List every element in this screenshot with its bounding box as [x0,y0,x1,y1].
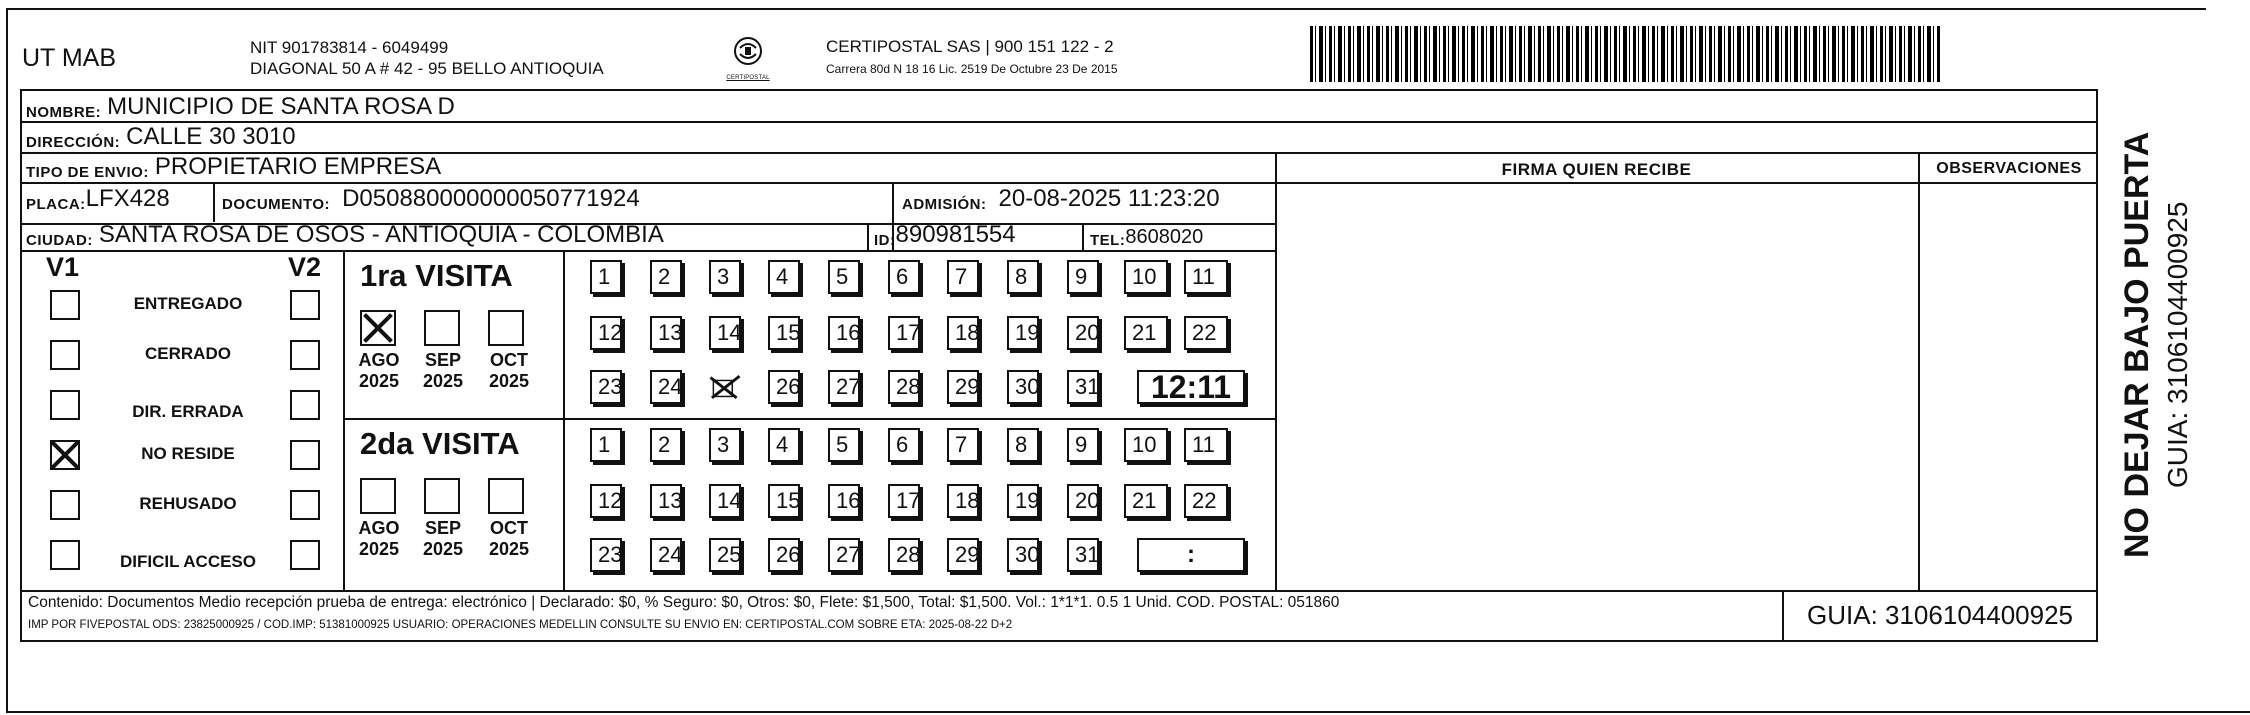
tel-value: 8608020 [1125,226,1204,248]
visit2-day-26[interactable]: 26 [768,538,800,572]
visit1-day-18[interactable]: 18 [947,316,979,350]
visit2-day-9[interactable]: 9 [1067,428,1099,462]
id-value: 890981554 [895,221,1016,248]
visit1-day-23[interactable]: 23 [590,370,622,404]
sender-address: DIAGONAL 50 A # 42 - 95 BELLO ANTIOQUIA [250,59,604,78]
visit1-day-9[interactable]: 9 [1067,260,1099,294]
visit2-time-box[interactable]: : [1137,538,1245,572]
visit1-day-1[interactable]: 1 [590,260,622,294]
side-guia: GUIA: 3106104400925 [2162,201,2193,488]
visit2-day-13[interactable]: 13 [650,484,682,518]
visit1-month-label: SEP 2025 [422,350,464,391]
id-label: ID: [874,232,896,249]
visit1-day-24[interactable]: 24 [650,370,682,404]
visit1-day-11[interactable]: 11 [1184,260,1228,294]
ciudad-value: SANTA ROSA DE OSOS - ANTIOQUIA - COLOMBIA [98,221,664,248]
status-option-label: DIFICIL ACCESO [119,552,256,571]
visit2-day-3[interactable]: 3 [709,428,741,462]
visit2-day-18[interactable]: 18 [947,484,979,518]
v2-label: V2 [288,252,322,282]
placa-label: PLACA: [26,196,86,213]
visit1-day-4[interactable]: 4 [768,260,800,294]
visit2-day-1[interactable]: 1 [590,428,622,462]
tipo-envio-value: PROPIETARIO EMPRESA [154,153,442,180]
visit2-day-11[interactable]: 11 [1184,428,1228,462]
visit2-day-2[interactable]: 2 [650,428,682,462]
visit1-day-17[interactable]: 17 [888,316,920,350]
visit1-day-26[interactable]: 26 [768,370,800,404]
visit1-day-20[interactable]: 20 [1067,316,1099,350]
visit1-day-22[interactable]: 22 [1184,316,1228,350]
logo-caption: CERTIPOSTAL [726,75,770,81]
visit1-day-27[interactable]: 27 [828,370,860,404]
visit1-day-13[interactable]: 13 [650,316,682,350]
status-option-label: NO RESIDE [141,444,235,463]
visit2-title: 2da VISITA [360,426,520,461]
visit1-day-6[interactable]: 6 [888,260,920,294]
documento-label: DOCUMENTO: [222,196,331,213]
visit2-day-24[interactable]: 24 [650,538,682,572]
ciudad-label: CIUDAD: [26,232,93,249]
visit2-month-label: SEP 2025 [422,518,464,559]
visit2-day-10[interactable]: 10 [1124,428,1168,462]
sender-nit: NIT 901783814 - 6049499 [250,38,449,57]
firma-header: FIRMA QUIEN RECIBE [1501,160,1692,179]
visit1-month-label: AGO 2025 [358,350,400,391]
footer-print-info: IMP POR FIVEPOSTAL ODS: 23825000925 / COD.IMP: 51381000925 USUARIO: OPERACIONES MEDELLIN CONSULTE SU ENVIO EN: CERTIPOSTAL.COM SOBRE ETA: 2025-08-22 D+2 [28,619,1013,631]
placa-value: LFX428 [85,185,170,212]
visit1-day-8[interactable]: 8 [1007,260,1039,294]
visit2-day-19[interactable]: 19 [1007,484,1039,518]
visit1-day-3[interactable]: 3 [709,260,741,294]
visit1-day-29[interactable]: 29 [947,370,979,404]
visit2-month-label: AGO 2025 [358,518,400,559]
visit1-day-15[interactable]: 15 [768,316,800,350]
visit2-day-4[interactable]: 4 [768,428,800,462]
visit2-day-17[interactable]: 17 [888,484,920,518]
company-address: Carrera 80d N 18 16 Lic. 2519 De Octubre 23 De 2015 [826,62,1118,76]
direccion-value: CALLE 30 3010 [126,123,296,150]
tel-label: TEL: [1090,232,1126,249]
nombre-label: NOMBRE: [26,104,102,121]
visit1-day-2[interactable]: 2 [650,260,682,294]
visit2-day-20[interactable]: 20 [1067,484,1099,518]
admision-label: ADMISIÓN: [902,196,987,213]
visit1-day-19[interactable]: 19 [1007,316,1039,350]
admision-value: 20-08-2025 11:23:20 [998,185,1220,212]
visit2-day-30[interactable]: 30 [1007,538,1039,572]
visit1-day-16[interactable]: 16 [828,316,860,350]
visit1-day-10[interactable]: 10 [1124,260,1168,294]
visit1-day-12[interactable]: 12 [590,316,622,350]
visit1-day-21[interactable]: 21 [1124,316,1168,350]
visit1-time-box[interactable]: 12:11 [1137,370,1245,404]
visit2-day-7[interactable]: 7 [947,428,979,462]
status-option-label: REHUSADO [139,494,237,513]
visit2-day-22[interactable]: 22 [1184,484,1228,518]
visit2-day-6[interactable]: 6 [888,428,920,462]
visit2-day-8[interactable]: 8 [1007,428,1039,462]
visit2-day-14[interactable]: 14 [709,484,741,518]
visit1-day-28[interactable]: 28 [888,370,920,404]
side-warning: NO DEJAR BAJO PUERTA [2118,131,2156,558]
visit1-title: 1ra VISITA [360,258,513,293]
sender-name: UT MAB [22,44,116,72]
visit1-day-31[interactable]: 31 [1067,370,1099,404]
visit2-day-31[interactable]: 31 [1067,538,1099,572]
tipo-envio-label: TIPO DE ENVIO: [26,164,149,181]
v1-label: V1 [46,252,80,282]
visit2-day-28[interactable]: 28 [888,538,920,572]
nombre-value: MUNICIPIO DE SANTA ROSA D [107,93,455,120]
visit1-day-30[interactable]: 30 [1007,370,1039,404]
visit2-day-21[interactable]: 21 [1124,484,1168,518]
visit2-day-12[interactable]: 12 [590,484,622,518]
status-option-label: ENTREGADO [133,294,243,313]
visit1-month-label: OCT 2025 [488,350,530,391]
visit1-day-5[interactable]: 5 [828,260,860,294]
documento-value: D050880000000050771924 [342,185,640,212]
visit2-month-label: OCT 2025 [488,518,530,559]
observaciones-header: OBSERVACIONES [1936,160,2082,177]
visit2-day-16[interactable]: 16 [828,484,860,518]
visit2-day-25[interactable]: 25 [709,538,741,572]
footer-content: Contenido: Documentos Medio recepción prueba de entrega: electrónico | Declarado: $0, % Seguro: $0, Otros: $0, Flete: $1,500, Total: $1,500. Vol.: 1*1*1. 0.5 1 Unid. COD. POSTAL: 051860 [28,594,1340,611]
status-option-label: CERRADO [145,344,231,363]
visit1-day-14[interactable]: 14 [709,316,741,350]
visit1-day-7[interactable]: 7 [947,260,979,294]
outer-frame [6,10,2250,713]
visit2-day-5[interactable]: 5 [828,428,860,462]
visit2-day-23[interactable]: 23 [590,538,622,572]
visit2-day-15[interactable]: 15 [768,484,800,518]
visit2-day-27[interactable]: 27 [828,538,860,572]
status-option-label: DIR. ERRADA [132,402,244,421]
direccion-label: DIRECCIÓN: [26,134,121,151]
visit2-day-29[interactable]: 29 [947,538,979,572]
company-name: CERTIPOSTAL SAS | 900 151 122 - 2 [826,37,1114,56]
footer-guia: GUIA: 3106104400925 [1807,600,2073,630]
